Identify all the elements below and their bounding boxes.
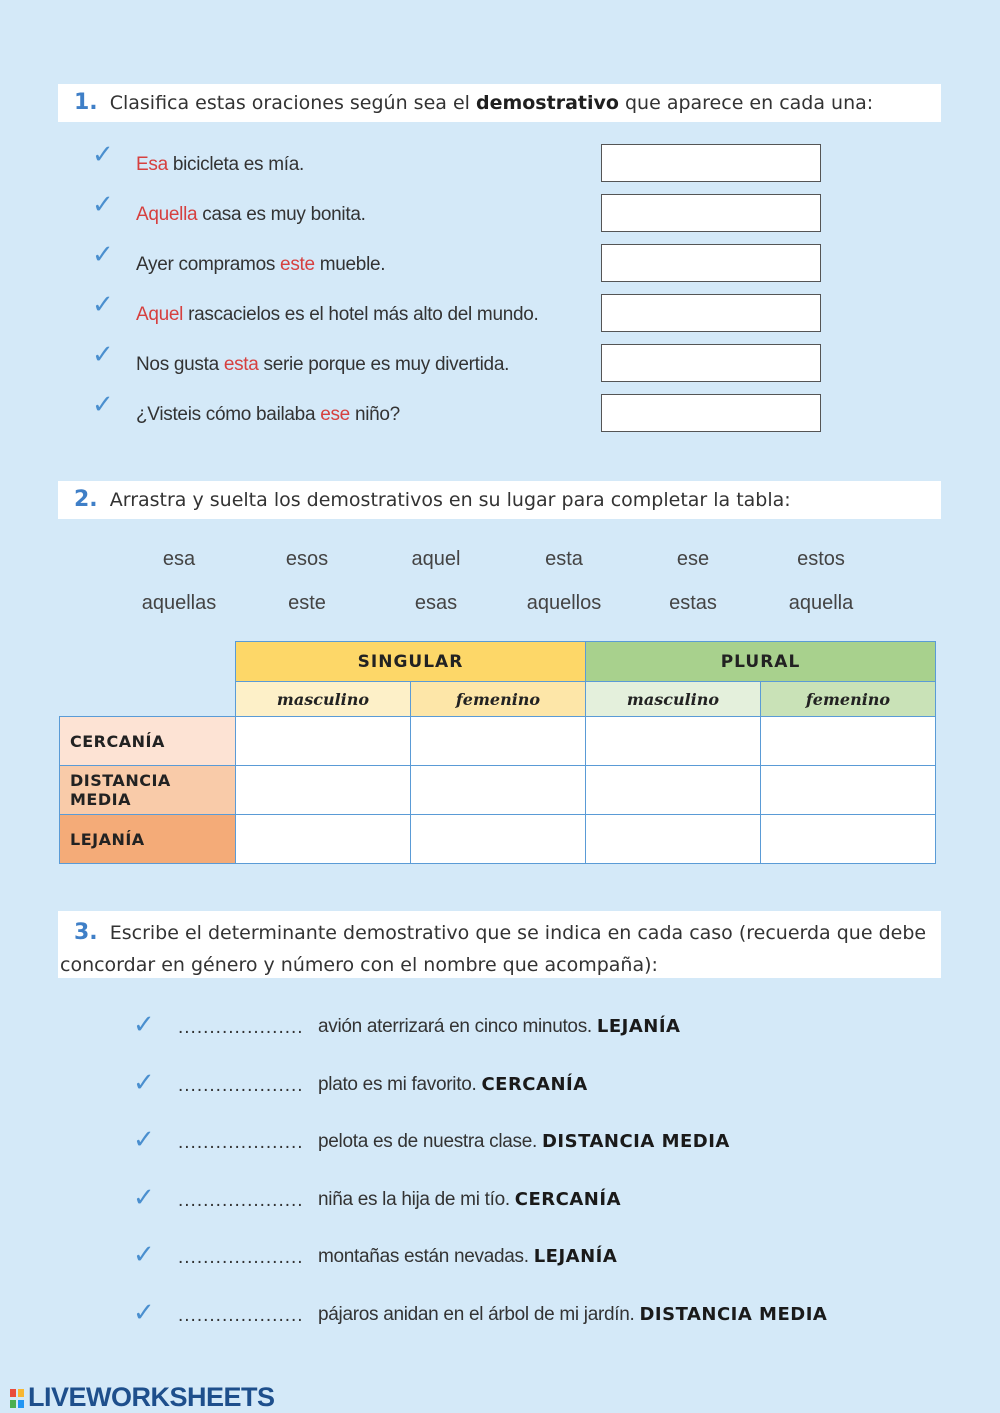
section2-number: 2. xyxy=(74,487,98,512)
blank-input[interactable]: .................... xyxy=(178,1017,304,1038)
sentence-pre: ¿Visteis cómo bailaba xyxy=(136,404,316,425)
draggable-word[interactable]: aquellos xyxy=(526,592,602,614)
sentence-6 xyxy=(136,402,400,428)
answer-box-3[interactable] xyxy=(601,244,821,282)
demonstrative-word: Esa xyxy=(136,154,168,175)
section1-instruction-pre: Clasifica estas oraciones según sea el xyxy=(109,92,470,114)
check-icon: ✓ xyxy=(133,1298,155,1328)
sentence-post: mueble. xyxy=(319,254,386,275)
check-icon: ✓ xyxy=(92,140,114,170)
sentence-post: bicicleta es mía. xyxy=(172,154,304,175)
demonstrative-word: esta xyxy=(223,354,259,375)
subheader-singular-femenino: femenino xyxy=(411,682,586,717)
distance-tag: CERCANÍA xyxy=(481,1073,588,1095)
drop-cell[interactable] xyxy=(586,815,761,864)
draggable-word[interactable]: aquella xyxy=(788,592,854,614)
row-header-lejania: LEJANÍA xyxy=(60,815,236,864)
distance-tag: DISTANCIA MEDIA xyxy=(541,1131,730,1153)
distance-tag: LEJANÍA xyxy=(596,1016,681,1037)
check-icon: ✓ xyxy=(133,1010,155,1040)
check-icon: ✓ xyxy=(133,1240,155,1271)
exercise-text: pájaros anidan en el árbol de mi jardín. xyxy=(318,1304,635,1325)
check-icon: ✓ xyxy=(133,1125,155,1156)
exercise-sentence-1 xyxy=(318,1014,680,1040)
demonstrative-word: ese xyxy=(320,404,350,425)
check-icon: ✓ xyxy=(92,340,114,370)
drop-cell[interactable] xyxy=(236,717,411,766)
demonstrative-word: Aquel xyxy=(136,304,184,325)
draggable-word[interactable]: aquellas xyxy=(141,592,217,614)
drop-cell[interactable] xyxy=(411,717,586,766)
draggable-word[interactable]: ese xyxy=(676,548,710,570)
blank-input[interactable]: .................... xyxy=(178,1074,304,1096)
logo-icon xyxy=(10,1389,26,1409)
answer-box-6[interactable] xyxy=(601,394,821,432)
table-corner-2 xyxy=(60,682,236,717)
sentence-post: rascacielos es el hotel más alto del mundo. xyxy=(188,304,539,325)
drop-cell[interactable] xyxy=(761,766,936,815)
blank-input[interactable]: .................... xyxy=(178,1247,304,1269)
drop-cell[interactable] xyxy=(761,815,936,864)
draggable-word[interactable]: estas xyxy=(669,592,717,614)
section3-instruction: Escribe el determinante demostrativo que se indica en cada caso (recuerda que debe concordar en género y número con el nombre que acompaña): xyxy=(60,922,927,976)
distance-tag: CERCANÍA xyxy=(514,1188,621,1210)
exercise-sentence-2 xyxy=(318,1072,588,1098)
table-corner xyxy=(60,642,236,682)
subheader-plural-femenino: femenino xyxy=(761,682,936,717)
sentence-post: casa es muy bonita. xyxy=(202,204,366,225)
check-icon: ✓ xyxy=(92,190,114,220)
exercise-text: avión aterrizará en cinco minutos. xyxy=(318,1016,592,1037)
section3-header xyxy=(58,911,941,978)
exercise-sentence-5 xyxy=(318,1244,617,1270)
draggable-word[interactable]: esta xyxy=(545,548,583,570)
demonstrative-word: Aquella xyxy=(136,204,198,225)
check-icon: ✓ xyxy=(92,290,114,320)
exercise-text: montañas están nevadas. xyxy=(318,1246,529,1268)
sentence-2 xyxy=(136,202,366,228)
answer-box-4[interactable] xyxy=(601,294,821,332)
exercise-text: pelota es de nuestra clase. xyxy=(318,1131,537,1153)
check-icon: ✓ xyxy=(92,390,114,420)
liveworksheets-logo xyxy=(10,1382,275,1413)
draggable-word[interactable]: aquel xyxy=(411,548,461,570)
drop-cell[interactable] xyxy=(761,717,936,766)
distance-tag: LEJANÍA xyxy=(533,1246,618,1268)
check-icon: ✓ xyxy=(133,1067,155,1098)
header-plural: PLURAL xyxy=(586,642,936,682)
blank-input[interactable]: .................... xyxy=(178,1189,304,1211)
drop-cell[interactable] xyxy=(586,766,761,815)
row-header-distancia-media: DISTANCIA MEDIA xyxy=(60,766,236,815)
drop-cell[interactable] xyxy=(236,815,411,864)
demonstratives-table xyxy=(59,641,936,864)
drop-cell[interactable] xyxy=(411,766,586,815)
exercise-sentence-3 xyxy=(318,1129,730,1155)
blank-input[interactable]: .................... xyxy=(178,1132,304,1154)
logo-text: LIVEWORKSHEETS xyxy=(28,1382,275,1412)
header-singular: SINGULAR xyxy=(236,642,586,682)
exercise-sentence-6 xyxy=(318,1302,827,1328)
subheader-singular-masculino: masculino xyxy=(236,682,411,717)
drop-cell[interactable] xyxy=(236,766,411,815)
sentence-3 xyxy=(136,252,385,278)
check-icon: ✓ xyxy=(92,240,114,270)
section1-number: 1. xyxy=(74,90,98,115)
sentence-5 xyxy=(136,352,509,378)
section3-number: 3. xyxy=(74,920,98,945)
sentence-pre: Nos gusta xyxy=(136,354,219,375)
demonstrative-word: este xyxy=(280,254,315,275)
row-header-cercania: CERCANÍA xyxy=(60,717,236,766)
sentence-4 xyxy=(136,302,539,328)
exercise-text: plato es mi favorito. xyxy=(318,1073,477,1095)
drop-cell[interactable] xyxy=(411,815,586,864)
section1-header xyxy=(58,84,941,122)
exercise-sentence-4 xyxy=(318,1187,621,1213)
draggable-word[interactable]: esas xyxy=(414,592,458,614)
draggable-word[interactable]: este xyxy=(288,592,326,614)
subheader-plural-masculino: masculino xyxy=(586,682,761,717)
draggable-word[interactable]: estos xyxy=(797,548,845,570)
sentence-1 xyxy=(136,152,304,178)
exercise-text: niña es la hija de mi tío. xyxy=(318,1188,510,1210)
sentence-post: niño? xyxy=(354,404,400,425)
blank-input[interactable]: .................... xyxy=(178,1305,304,1326)
answer-box-1[interactable] xyxy=(601,144,821,182)
sentence-post: serie porque es muy divertida. xyxy=(263,354,510,375)
draggable-word[interactable]: esa xyxy=(162,548,196,570)
section1-instruction-post: que aparece en cada una: xyxy=(624,92,874,114)
drop-cell[interactable] xyxy=(586,717,761,766)
section2-instruction: Arrastra y suelta los demostrativos en su lugar para completar la tabla: xyxy=(109,489,791,511)
check-icon: ✓ xyxy=(133,1182,155,1213)
answer-box-5[interactable] xyxy=(601,344,821,382)
draggable-word[interactable]: esos xyxy=(285,548,329,570)
distance-tag: DISTANCIA MEDIA xyxy=(639,1304,828,1325)
sentence-pre: Ayer compramos xyxy=(136,254,276,275)
section2-header xyxy=(58,481,941,519)
section1-instruction-bold: demostrativo xyxy=(475,92,619,114)
answer-box-2[interactable] xyxy=(601,194,821,232)
